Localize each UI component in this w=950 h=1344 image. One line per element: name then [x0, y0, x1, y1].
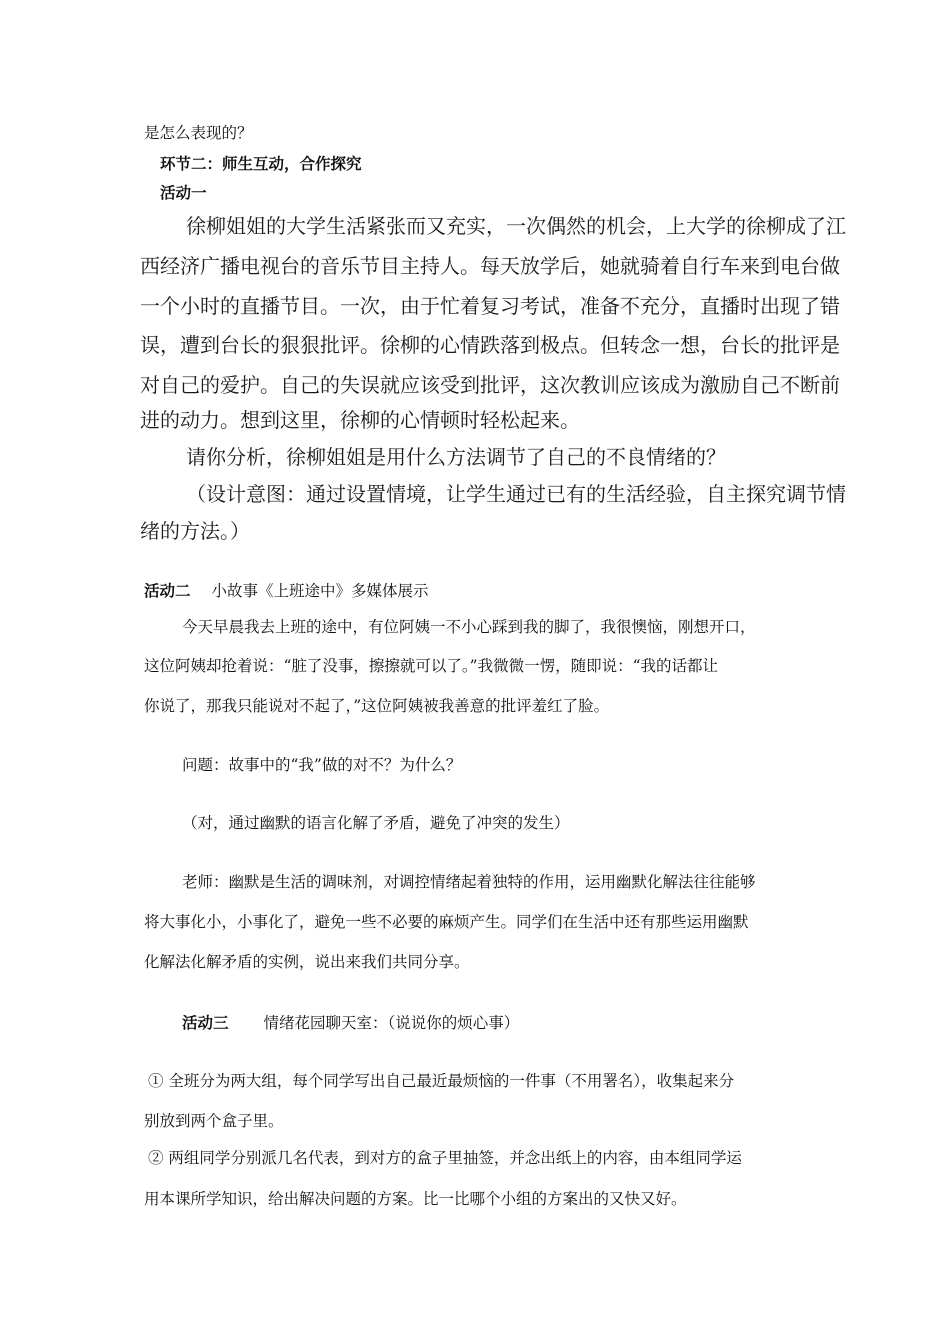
activity1-heading: 活动一: [160, 183, 207, 202]
activity3-item-2-cont: 用本课所学知识，给出解决问题的方案。比一比哪个小组的方案出的又快又好。: [144, 1190, 687, 1208]
activity1-paragraph-line: 西经济广播电视台的音乐节目主持人。每天放学后，她就骑着自行车来到电台做: [140, 254, 840, 278]
activity2-heading: [144, 579, 428, 601]
activity3-item-1: ① 全班分为两大组，每个同学写出自己最近最烦恼的一件事（不用署名），收集起来分: [148, 1072, 735, 1090]
activity2-question: 问题：故事中的“我”做的对不？为什么？: [182, 756, 462, 774]
activity2-label: 活动二: [144, 581, 191, 600]
teacher-line: 化解法化解矛盾的实例，说出来我们共同分享。: [144, 953, 470, 971]
activity1-paragraph-line: 一个小时的直播节目。一次，由于忙着复习考试，准备不充分，直播时出现了错: [140, 294, 840, 318]
story-line: 这位阿姨却抢着说：“脏了没事，擦擦就可以了。”我微微一愣，随即说：“我的话都让: [144, 657, 719, 675]
activity2-answer: （对，通过幽默的语言化解了矛盾，避免了冲突的发生）: [182, 814, 570, 832]
activity1-question: 请你分析，徐柳姐姐是用什么方法调节了自己的不良情绪的？: [186, 445, 726, 469]
story-line: 你说了，那我只能说对不起了，”这位阿姨被我善意的批评羞红了脸。: [144, 697, 610, 715]
teacher-line: 将大事化小，小事化了，避免一些不必要的麻烦产生。同学们在生活中还有那些运用幽默: [144, 913, 749, 931]
story-line: 今天早晨我去上班的途中，有位阿姨一不小心踩到我的脚了，我很懊恼，刚想开口，: [182, 618, 756, 636]
activity3-item-2: ② 两组同学分别派几名代表，到对方的盒子里抽签，并念出纸上的内容，由本组同学运: [148, 1149, 742, 1167]
activity1-paragraph-line: 进的动力。想到这里，徐柳的心情顿时轻松起来。: [140, 408, 580, 432]
activity3-label: 活动三: [182, 1013, 229, 1032]
activity1-design-intent: （设计意图：通过设置情境，让学生通过已有的生活经验，自主探究调节情: [186, 482, 846, 506]
teacher-line: 老师：幽默是生活的调味剂，对调控情绪起着独特的作用，运用幽默化解法往往能够: [182, 873, 756, 891]
activity1-design-intent: 绪的方法。）: [140, 519, 250, 543]
activity3-heading: [182, 1011, 519, 1033]
activity1-paragraph-line: 徐柳姐姐的大学生活紧张而又充实，一次偶然的机会，上大学的徐柳成了江: [186, 214, 846, 238]
activity3-item-1-cont: 别放到两个盒子里。: [144, 1112, 284, 1130]
activity2-title: 小故事《上班途中》多媒体展示: [211, 582, 429, 600]
intro-line: 是怎么表现的？: [144, 124, 253, 142]
section-heading: 环节二：师生互动，合作探究: [160, 154, 362, 173]
activity1-paragraph-line: 对自己的爱护。自己的失误就应该受到批评，这次教训应该成为激励自己不断前: [140, 373, 840, 397]
activity1-paragraph-line: 误，遭到台长的狠狠批评。徐柳的心情跌落到极点。但转念一想，台长的批评是: [140, 333, 840, 357]
activity3-title: 情绪花园聊天室：（说说你的烦心事）: [263, 1014, 520, 1032]
